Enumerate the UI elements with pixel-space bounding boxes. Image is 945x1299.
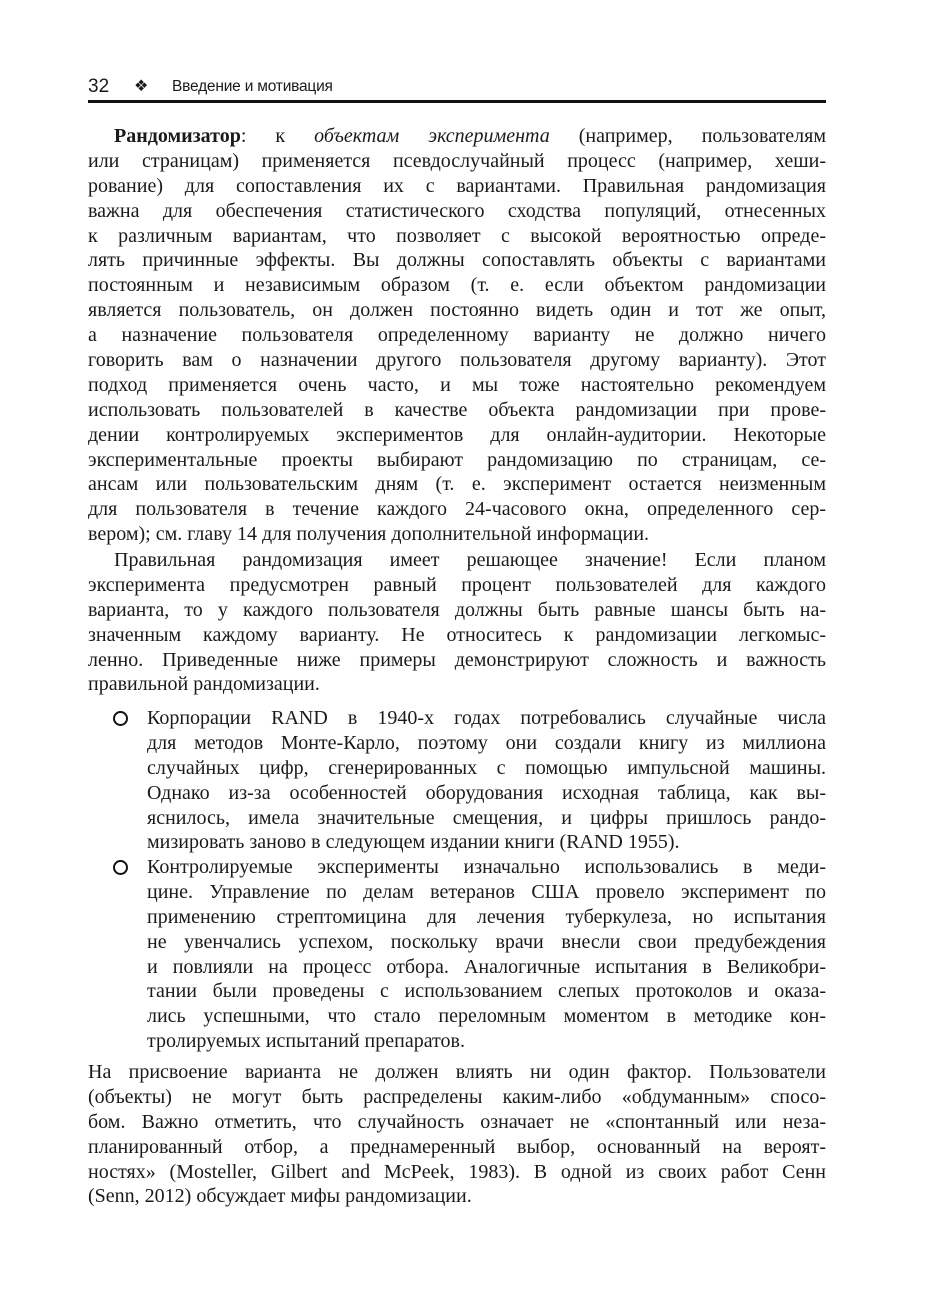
paragraph-lines — [147, 855, 826, 1054]
bullet-circle-icon — [113, 860, 128, 875]
text-line: яснилось, имела значительные смещения, и цифры пришлось рандо- — [147, 806, 826, 829]
text-line: На присвоение варианта не должен влиять ни один фактор. Пользователи — [88, 1061, 826, 1083]
chapter-title: Введение и мотивация — [172, 78, 333, 95]
text-line: подход применяется очень часто, и мы тоже настоятельно рекомендуем — [88, 373, 826, 396]
term-bold: Рандомизатор — [114, 125, 241, 147]
text-line: Однако из-за особенностей оборудования исходная таблица, как вы- — [147, 781, 826, 804]
text-line: применению стрептомицина для лечения туберкулеза, но испытания — [147, 905, 826, 928]
text-line: варианта, то у каждого пользователя должны быть равные шансы быть на- — [88, 598, 826, 621]
paragraph-assignment — [88, 1060, 826, 1209]
text-line: (объекты) не могут быть распределены каким-либо «обдуманным» спосо- — [88, 1085, 826, 1108]
header-rule — [88, 100, 826, 103]
list-item-rand — [147, 706, 826, 855]
text-line: использовать пользователей в качестве объекта рандомизации при прове- — [88, 398, 826, 421]
text-line: вером); см. главу 14 для получения дополнительной информации. — [88, 523, 650, 546]
paragraph-importance — [88, 548, 826, 697]
text-line: или страницам) применяется псевдослучайный процесс (например, хеши- — [88, 149, 826, 172]
text-line: рование) для сопоставления их с вариантами. Правильная рандомизация — [88, 174, 826, 197]
page-number: 32 — [88, 76, 110, 97]
text-line: является пользователь, он должен постоянно видеть один и тот же опыт, — [88, 299, 826, 322]
text-line: дении контролируемых экспериментов для онлайн-аудитории. Некоторые — [88, 423, 826, 446]
text-line: ленно. Приведенные ниже примеры демонстрируют сложность и важность — [88, 648, 826, 671]
text-line: для пользователя в течение каждого 24-часового окна, определенного сер- — [88, 498, 826, 521]
text-line: постоянным и независимым образом (т. е. если объектом рандомизации — [88, 274, 826, 297]
paragraph-lines — [147, 706, 826, 855]
text-line: Контролируемые эксперименты изначально использовались в меди- — [147, 856, 826, 878]
bullet-circle-icon — [113, 711, 128, 726]
text-line: говорить вам о назначении другого пользователя другому варианту). Этот — [88, 349, 826, 372]
ornament-icon: ❖ — [134, 78, 149, 95]
text-line: Корпорации RAND в 1940-х годах потребовались случайные числа — [147, 707, 826, 729]
text-fragment: : к — [240, 125, 315, 147]
text-line: важна для обеспечения статистического сходства популяций, отнесенных — [88, 199, 826, 222]
text-line: лять причинные эффекты. Вы должны сопоставлять объекты с вариантами — [88, 249, 826, 272]
text-line: мизировать заново в следующем издании книги (RAND 1955). — [147, 831, 680, 854]
text-line: тролируемых испытаний препаратов. — [147, 1030, 465, 1053]
text-line: ансам или пользовательским дням (т. е. эксперимент остается неизменным — [88, 473, 826, 496]
text-line: ностях» (Mosteller, Gilbert and McPeek, 1983). В одной из своих работ Сенн — [88, 1160, 826, 1183]
paragraph-lines — [88, 1060, 826, 1209]
text-line: для методов Монте-Карло, поэтому они создали книгу из миллиона — [147, 731, 826, 754]
text-line: лись успешными, что стало переломным моментом в методике кон- — [147, 1005, 826, 1028]
text-line: бом. Важно отметить, что случайность означает не «спонтанный или неза- — [88, 1110, 826, 1133]
text-line: планированный отбор, а преднамеренный выбор, основанный на вероят- — [88, 1135, 826, 1158]
text-line: Правильная рандомизация имеет решающее значение! Если планом — [114, 549, 826, 571]
text-line: (Senn, 2012) обсуждает мифы рандомизации. — [88, 1185, 472, 1208]
text-line: тании были проведены с использованием слепых протоколов и оказа- — [147, 980, 826, 1003]
paragraph-lines — [88, 548, 826, 697]
text-line: цине. Управление по делам ветеранов США провело эксперимент по — [147, 880, 826, 903]
text-line: правильной рандомизации. — [88, 673, 320, 696]
text-line — [88, 124, 826, 149]
text-line: значенным каждому варианту. Не относитесь к рандомизации легкомыс- — [88, 623, 826, 646]
text-fragment: (например, пользователям — [549, 125, 827, 147]
text-line: к различным вариантам, что позволяет с высокой вероятностью опреде- — [88, 224, 826, 247]
text-line: не увенчались успехом, поскольку врачи внесли свои предубеждения — [147, 930, 826, 953]
running-header — [88, 74, 826, 100]
list-item-medicine — [147, 855, 826, 1054]
text-line: экспериментальные проекты выбирают рандомизацию по страницам, се- — [88, 448, 826, 471]
paragraph-lines — [88, 149, 826, 547]
text-line: случайных цифр, сгенерированных с помощью импульсной машины. — [147, 756, 826, 779]
text-line: эксперимента предусмотрен равный процент пользователей для каждого — [88, 573, 826, 596]
text-line: и повлияли на процесс отбора. Аналогичные испытания в Великобри- — [147, 955, 826, 978]
paragraph-randomizer — [88, 124, 826, 547]
text-line: а назначение пользователя определенному варианту не должно ничего — [88, 324, 826, 347]
term-italic: объектам эксперимента — [314, 125, 550, 147]
